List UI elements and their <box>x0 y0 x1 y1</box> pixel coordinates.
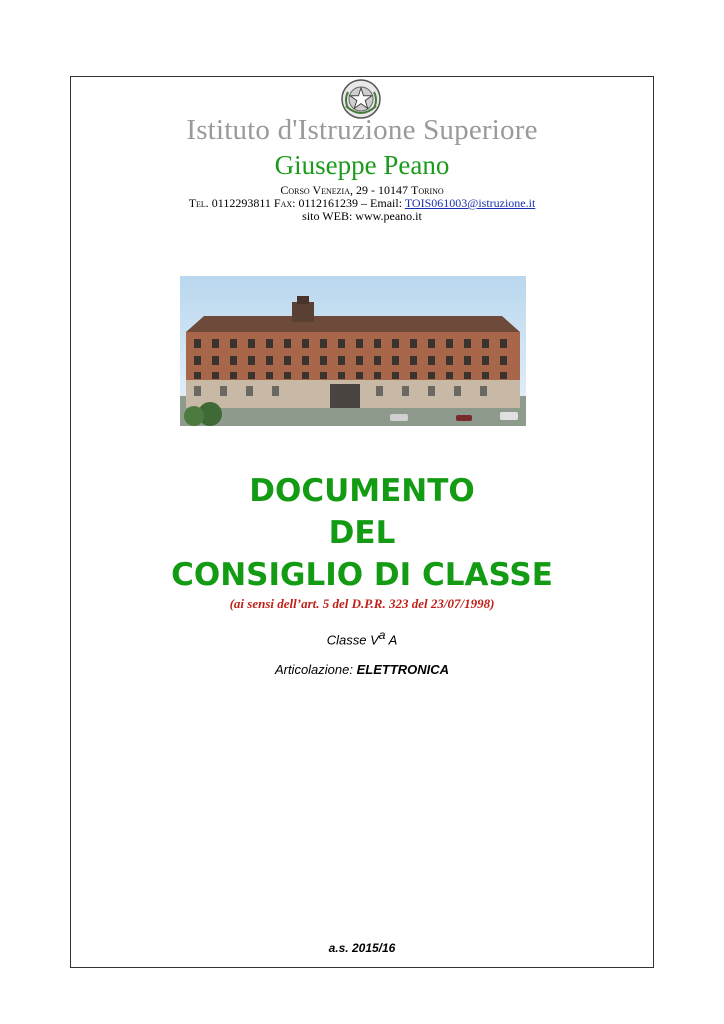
email-link[interactable]: TOIS061003@istruzione.it <box>404 196 536 210</box>
class-label: Classe V <box>326 632 379 648</box>
school-website: sito WEB: www.peano.it <box>302 209 422 223</box>
articulation-line <box>70 662 654 677</box>
document-title-line-1: DOCUMENTO <box>249 473 475 509</box>
school-type-heading: Istituto d'Istruzione Superiore <box>186 114 538 146</box>
address-number: , 29 - 10147 <box>350 183 411 197</box>
articulation-label: Articolazione: <box>274 662 357 677</box>
address-street: Corso Venezia <box>280 183 350 197</box>
class-section: A <box>385 632 398 648</box>
school-building-photo <box>180 276 526 426</box>
legal-reference-subtitle: (ai sensi dell’art. 5 del D.P.R. 323 del 23/07/1998) <box>229 596 495 611</box>
address-city: Torino <box>411 183 444 197</box>
class-superscript: a <box>378 628 386 642</box>
document-title-line-2: DEL <box>328 515 396 551</box>
school-year: a.s. 2015/16 <box>328 941 396 955</box>
school-name-heading: Giuseppe Peano <box>274 150 450 180</box>
fax-number: : 0112161239 – Email: <box>292 196 405 210</box>
tel-number: 0112293811 <box>208 196 274 210</box>
document-title-line-3: CONSIGLIO DI CLASSE <box>171 557 553 593</box>
class-line <box>70 628 654 647</box>
tel-label: Tel. <box>188 196 209 210</box>
fax-label: Fax <box>273 196 293 210</box>
articulation-value: ELETTRONICA <box>356 662 450 677</box>
